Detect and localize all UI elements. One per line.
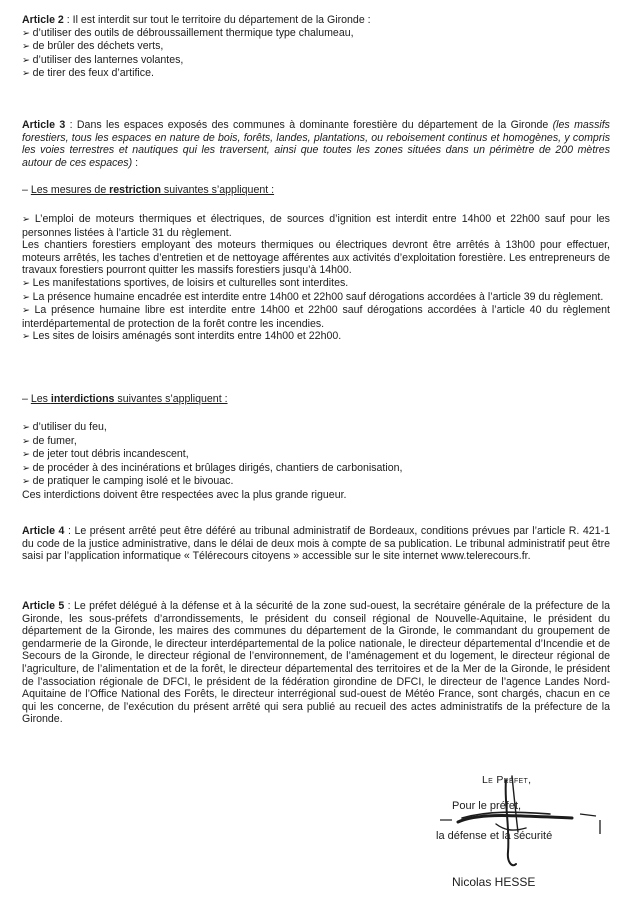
handwritten-signature <box>400 772 610 872</box>
interdiction-list <box>22 421 610 502</box>
interdiction-keyword: interdictions <box>50 393 115 405</box>
article-3-scope-tail: : <box>132 156 139 169</box>
signature-block <box>400 772 610 892</box>
signatory-name: Nicolas HESSE <box>452 875 536 889</box>
article-4 <box>22 525 610 563</box>
restriction-paragraph: Les chantiers forestiers employant des moteurs thermiques ou électriques devront être arrêtés à 13h00 pour effectuer, moteurs arrêtés, les taches d’entretien et de nettoyage afférentes aux activités d’exploitation forestière. Les entrepreneurs de travaux forestiers pourront quitter les massifs forestiers jusqu’à 14h00. <box>22 239 610 277</box>
signature-title: Le Préfet, <box>482 774 532 786</box>
interdiction-item: ➢ de pratiquer le camping isolé et le bivouac. <box>22 475 610 489</box>
restriction-keyword: restriction <box>109 184 161 196</box>
interdiction-item: ➢ de jeter tout débris incandescent, <box>22 448 610 462</box>
article-2-item: ➢ de brûler des déchets verts, <box>22 40 610 54</box>
article-3-heading: Article 3 <box>22 119 66 131</box>
article-4-heading: Article 4 <box>22 525 65 537</box>
restriction-item: ➢ La présence humaine libre est interdite entre 14h00 et 22h00 sauf dérogations accordées à l’article 40 du règlement interdépartemental de protection de la forêt contre les incendies. <box>22 304 610 330</box>
article-2-item: ➢ d’utiliser des outils de débroussaillement thermique type chalumeau, <box>22 27 610 41</box>
restriction-item: ➢ Les sites de loisirs aménagés sont interdits entre 14h00 et 22h00. <box>22 330 610 344</box>
article-5 <box>22 600 610 726</box>
article-2-intro: : Il est interdit sur tout le territoire du département de la Gironde : <box>63 14 371 26</box>
restriction-item: ➢ La présence humaine encadrée est interdite entre 14h00 et 22h00 sauf dérogations accordées à l’article 39 du règlement. <box>22 291 610 305</box>
interdiction-closing: Ces interdictions doivent être respectées avec la plus grande rigueur. <box>22 488 347 501</box>
article-2-item: ➢ de tirer des feux d’artifice. <box>22 67 610 81</box>
article-2-heading: Article 2 <box>22 14 64 26</box>
article-3-scope: (les massifs forestiers, tous les espaces en nature de bois, forêts, landes, plantations, ou reboisement continus et homogènes, y compris les voies terrestres et nautiques qui les traversent, ainsi que toutes les zones situées dans un périmètre de 200 mètres autour de ces espaces) <box>22 119 610 169</box>
interdiction-item: ➢ d’utiliser du feu, <box>22 421 610 435</box>
restriction-list <box>22 213 610 344</box>
signature-for-line: Pour le préfet, <box>452 800 522 812</box>
restriction-heading: – Les mesures de restriction suivantes s’appliquent : <box>22 184 275 196</box>
signature-role-line: la défense et la sécurité <box>436 830 553 842</box>
article-4-text: : Le présent arrêté peut être déféré au tribunal administratif de Bordeaux, conditions prévues par l’article R. 421-1 du code de la justice administrative, dans le délai de deux mois à compte de sa publication. Le tribunal administratif peut être saisi par l’application informatique « Télérecours citoyens » accessible sur le site internet www.telerecours.fr. <box>22 525 610 563</box>
article-3-intro: : Dans les espaces exposés des communes à dominante forestière du département de la Gironde <box>65 119 549 131</box>
restriction-paragraph: ➢ L’emploi de moteurs thermiques et électriques, de sources d’ignition est interdit entre 14h00 et 22h00 sauf pour les personnes listées à l’article 31 du règlement. <box>22 213 610 239</box>
restriction-item: ➢ Les manifestations sportives, de loisirs et culturelles sont interdites. <box>22 277 610 291</box>
article-2 <box>22 14 610 81</box>
interdiction-item: ➢ de fumer, <box>22 435 610 449</box>
interdiction-item: ➢ de procéder à des incinérations et brûlages dirigés, chantiers de carbonisation, <box>22 462 610 476</box>
article-5-text: : Le préfet délégué à la défense et à la sécurité de la zone sud-ouest, la secrétaire générale de la préfecture de la Gironde, les sous-préfets d’arrondissements, le président du conseil régional de Nouvelle-Aquitaine, le président du département de la Gironde, les maires des communes du département de la Gironde, le commandant du groupement de gendarmerie de la Gironde, le directeur interdépartemental de la police nationale, le directeur départemental d’Incendie et de Secours de la Gironde, le directeur régional de l’environnement, de l’aménagement et du logement, le directeur régional de l’agriculture, de l’alimentation et de la forêt, le directeur départemental des territoires et de la Mer de la Gironde, le président de l’association régionale de DFCI, le président de la fédération girondine de DFCI, le directeur de l’agence Landes Nord-Aquitaine de l’Office National des Forêts, le directeur interrégional sud-ouest de Météo France, sont chargés, chacun en ce qui les concerne, de l’exécution du présent arrêté qui sera publié au recueil des actes administratifs de la préfecture de la Gironde. <box>22 600 610 726</box>
article-3 <box>22 119 610 169</box>
article-5-heading: Article 5 <box>22 600 65 612</box>
article-2-item: ➢ d’utiliser des lanternes volantes, <box>22 54 610 68</box>
interdiction-heading: – Les interdictions suivantes s’appliquent : <box>22 393 228 405</box>
